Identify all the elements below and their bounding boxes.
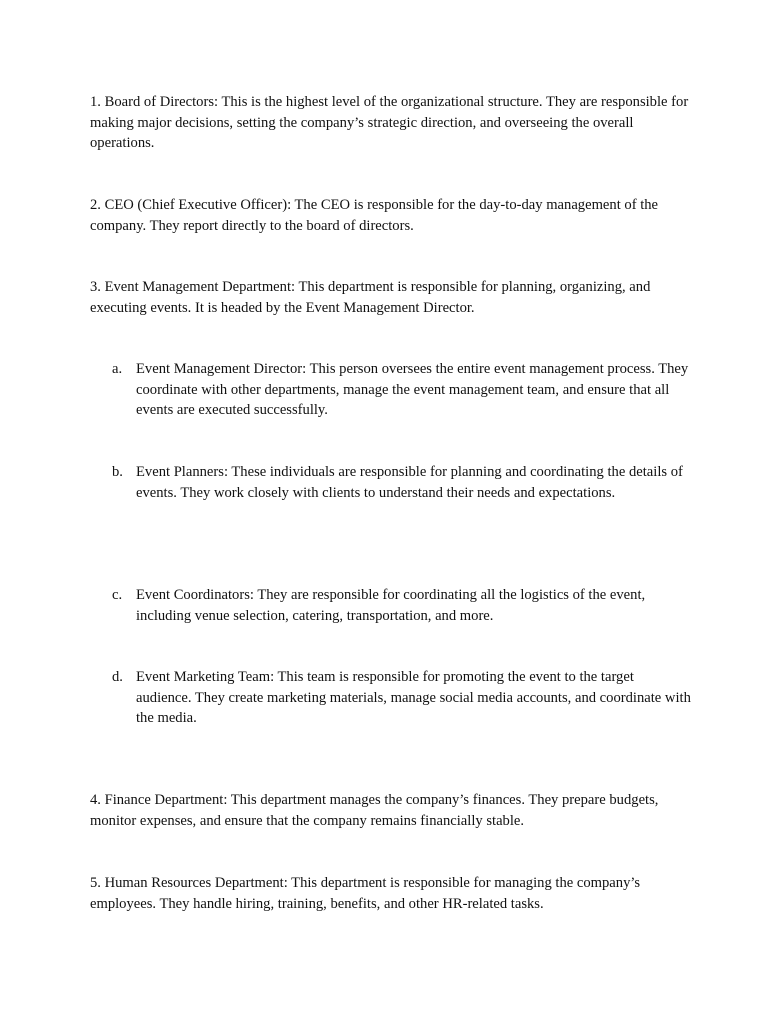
- paragraph-ceo: 2. CEO (Chief Executive Officer): The CEO is responsible for the day-to-day management of the company. They report directly to the board of directors.: [90, 197, 659, 234]
- list-item-text: Event Marketing Team: This team is responsible for promoting the event to the target audience. They create marketing materials, manage social media accounts, and coordinate with the media.: [136, 669, 691, 726]
- list-marker: b.: [112, 464, 123, 480]
- list-item-text: Event Coordinators: They are responsible for coordinating all the logistics of the event, including venue selection, catering, transportation, and more.: [136, 587, 646, 624]
- list-item-text: Event Planners: These individuals are responsible for planning and coordinating the details of events. They work closely with clients to understand their needs and expectations.: [136, 464, 683, 501]
- list-item-event-marketing-team: [112, 667, 692, 729]
- list-marker: c.: [112, 587, 123, 603]
- list-item-event-planners: [112, 462, 692, 503]
- list-marker: d.: [112, 669, 123, 685]
- paragraph-human-resources-department: 5. Human Resources Department: This department is responsible for managing the company’s employees. They handle hiring, training, benefits, and other HR-related tasks.: [90, 875, 641, 912]
- paragraph-finance-department: 4. Finance Department: This department manages the company’s finances. They prepare budgets, monitor expenses, and ensure that the company remains financially stable.: [90, 792, 659, 829]
- list-marker: a.: [112, 361, 123, 377]
- list-item-text: Event Management Director: This person oversees the entire event management process. They coordinate with other departments, manage the event management team, and ensure that all events are executed successfully.: [136, 361, 689, 418]
- list-item-event-management-director: [112, 359, 692, 421]
- paragraph-board-of-directors: 1. Board of Directors: This is the highest level of the organizational structure. They are responsible for making major decisions, setting the company’s strategic direction, and overseeing the overall operations.: [90, 94, 689, 151]
- paragraph-event-management-department: 3. Event Management Department: This department is responsible for planning, organizing, and executing events. It is headed by the Event Management Director.: [90, 279, 651, 316]
- list-item-event-coordinators: [112, 585, 692, 626]
